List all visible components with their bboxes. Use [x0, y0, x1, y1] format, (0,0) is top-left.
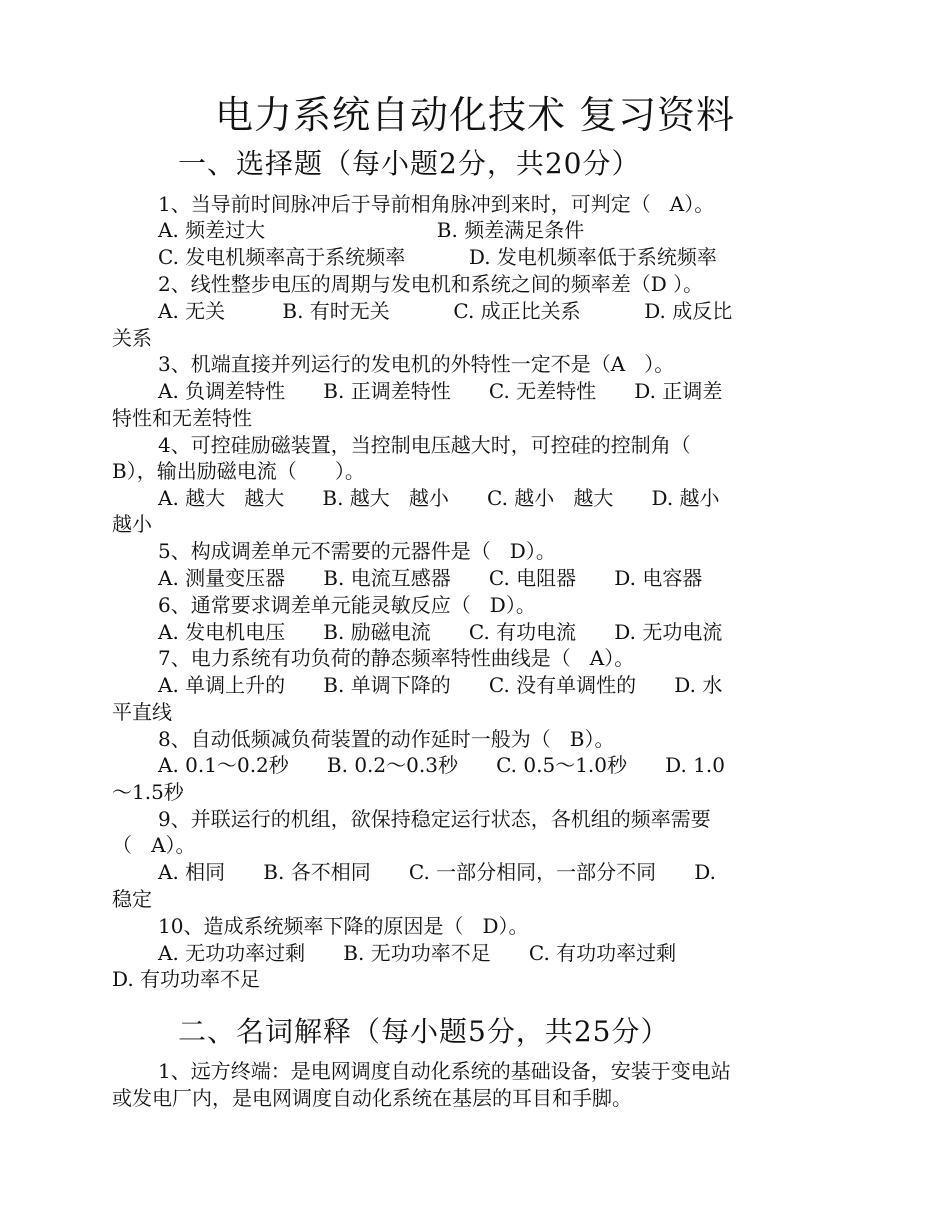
question-1: 1、当导前时间脉冲后于导前相角脉冲到来时，可判定（ A）。: [158, 192, 715, 216]
question-7: 7、电力系统有功负荷的静态频率特性曲线是（ A）。: [158, 646, 635, 670]
options-9: A. 相同 B. 各不相同 C. 一部分相同，一部分不同 D.: [158, 860, 716, 884]
options-2: A. 无关 B. 有时无关 C. 成正比关系 D. 成反比: [158, 299, 733, 323]
options-3-continued: 特性和无差特性: [112, 406, 252, 430]
question-4: 4、可控硅励磁装置，当控制电压越大时，可控硅的控制角（: [158, 433, 691, 457]
options-1b: C. 发电机频率高于系统频率 D. 发电机频率低于系统频率: [158, 245, 717, 269]
question-2: 2、线性整步电压的周期与发电机和系统之间的频率差（D ）。: [158, 272, 704, 296]
options-7: A. 单调上升的 B. 单调下降的 C. 没有单调性的 D. 水: [158, 673, 723, 697]
options-3: A. 负调差特性 B. 正调差特性 C. 无差特性 D. 正调差: [158, 379, 723, 403]
term-1-continued: 或发电厂内，是电网调度自动化系统在基层的耳目和手脚。: [112, 1086, 632, 1110]
options-10: A. 无功功率过剩 B. 无功功率不足 C. 有功功率过剩: [158, 941, 677, 965]
document-title: 电力系统自动化技术 复习资料: [214, 93, 736, 137]
term-1: 1、远方终端：是电网调度自动化系统的基础设备，安装于变电站: [158, 1059, 731, 1083]
question-9: 9、并联运行的机组，欲保持稳定运行状态，各机组的频率需要: [158, 807, 711, 831]
options-5: A. 测量变压器 B. 电流互感器 C. 电阻器 D. 电容器: [158, 566, 703, 590]
options-7-continued: 平直线: [112, 700, 172, 724]
options-4-continued: 越小: [112, 512, 152, 536]
options-2-continued: 关系: [112, 326, 152, 350]
options-9-continued: 稳定: [112, 887, 152, 911]
question-5: 5、构成调差单元不需要的元器件是（ D）。: [158, 539, 556, 563]
options-10-continued: D. 有功功率不足: [112, 967, 261, 991]
question-4-continued: B），输出励磁电流（ ）。: [112, 459, 365, 483]
section-heading-choice: 一、选择题（每小题2分，共20分）: [178, 147, 641, 180]
options-4: A. 越大 越大 B. 越大 越小 C. 越小 越大 D. 越小: [158, 486, 720, 510]
options-1: A. 频差过大 B. 频差满足条件: [158, 218, 585, 242]
question-8: 8、自动低频减负荷装置的动作延时一般为（ B）。: [158, 727, 615, 751]
options-8: A. 0.1～0.2秒 B. 0.2～0.3秒 C. 0.5～1.0秒 D. 1.0: [158, 753, 725, 777]
question-6: 6、通常要求调差单元能灵敏反应（ D）。: [158, 593, 536, 617]
question-9-continued: （ A）。: [112, 833, 196, 857]
section-heading-terms: 二、名词解释（每小题5分，共25分）: [178, 1015, 670, 1048]
options-6: A. 发电机电压 B. 励磁电流 C. 有功电流 D. 无功电流: [158, 620, 723, 644]
question-3: 3、机端直接并列运行的发电机的外特性一定不是（A ）。: [158, 352, 675, 376]
options-8-continued: ～1.5秒: [112, 780, 184, 804]
question-10: 10、造成系统频率下降的原因是（ D）。: [158, 914, 529, 938]
